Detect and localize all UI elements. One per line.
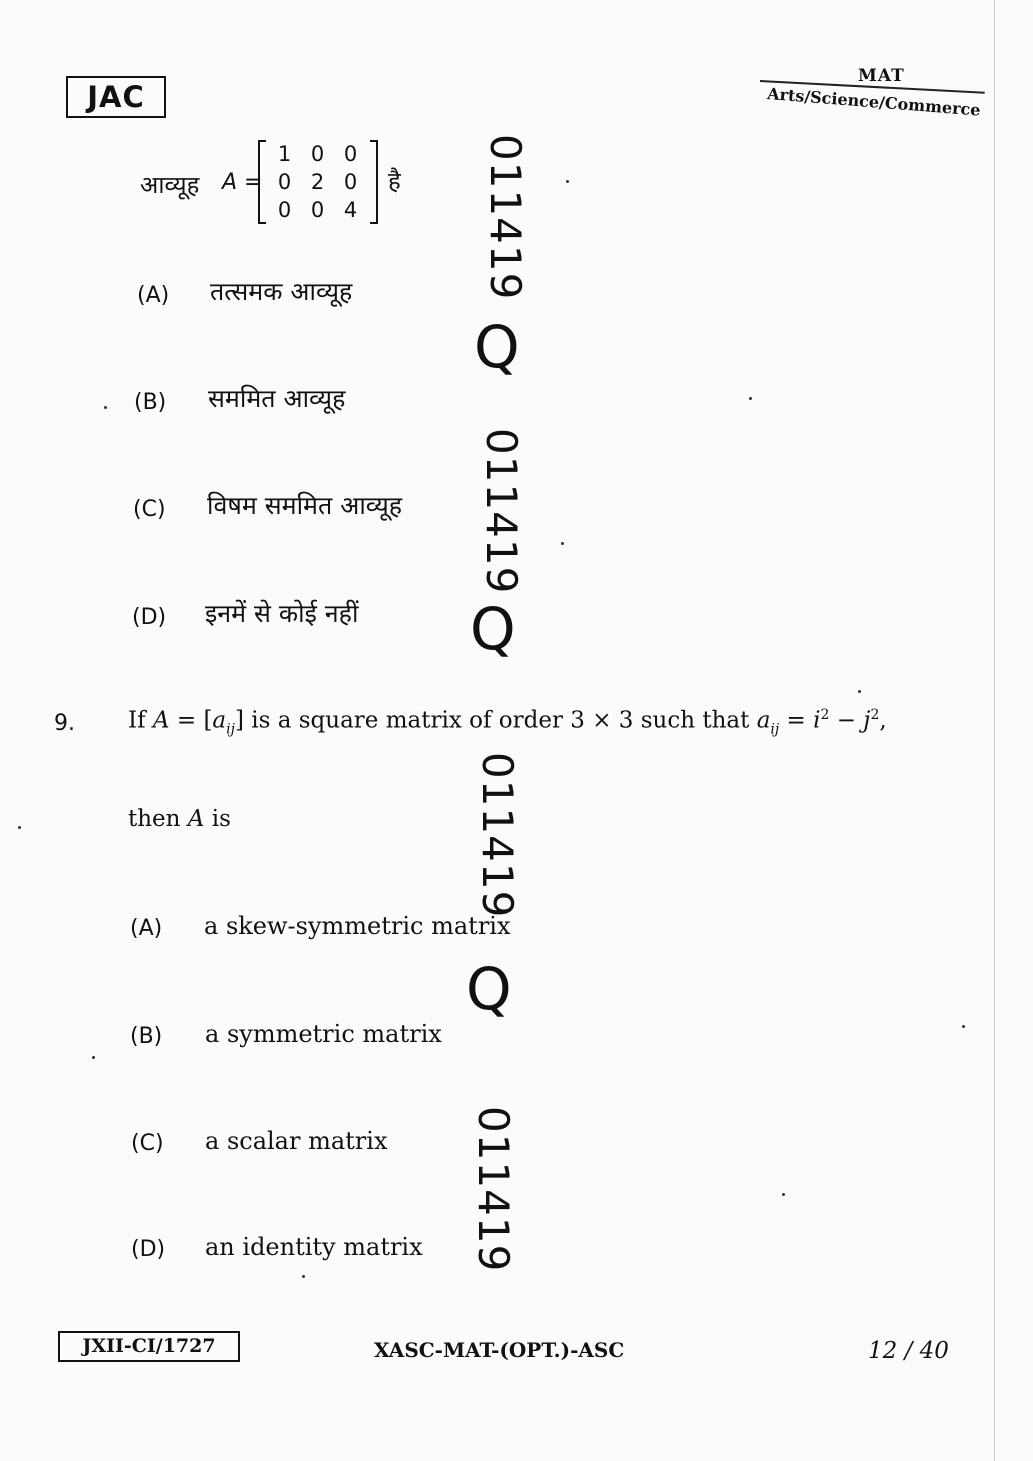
q9-text: , <box>879 707 887 734</box>
matrix-cell: 2 <box>310 170 325 194</box>
scan-speck <box>858 690 861 693</box>
scan-speck <box>18 826 21 829</box>
q9-subscript: ij <box>226 721 235 738</box>
q9-option-a-letter: (A) <box>130 916 163 941</box>
scan-speck <box>92 1056 95 1059</box>
page-number: 12 / 40 <box>868 1338 949 1364</box>
matrix-cell: 0 <box>310 198 325 222</box>
q9-text: If <box>128 707 153 734</box>
q9-var: A <box>152 707 170 734</box>
q9-subscript: ij <box>770 721 780 738</box>
q8-option-c-text: विषम सममित आव्यूह <box>207 491 403 520</box>
matrix-cell: 0 <box>343 142 358 166</box>
scan-speck <box>962 1025 965 1028</box>
watermark-q: Q <box>474 313 520 381</box>
q9-option-a-text: a skew-symmetric matrix <box>204 912 511 940</box>
scan-speck <box>561 542 564 545</box>
matrix-cell: 0 <box>277 170 292 194</box>
scan-speck <box>302 1275 305 1278</box>
q8-option-d-text: इनमें से कोई नहीं <box>205 599 359 628</box>
q9-option-b-letter: (B) <box>130 1024 163 1049</box>
streams-label: Arts/Science/Commerce <box>766 84 982 120</box>
q9-option-d-text: an identity matrix <box>205 1233 423 1261</box>
q8-option-b-text: सममित आव्यूह <box>208 384 346 413</box>
q9-text: then <box>128 806 188 832</box>
q9-stem-line2 <box>128 806 231 832</box>
q8-option-d-letter: (D) <box>132 605 167 630</box>
q9-text: − j <box>829 707 871 734</box>
subject-header <box>760 66 995 146</box>
q8-stem-suffix: है <box>388 167 401 195</box>
q8-option-c-letter: (C) <box>133 497 166 522</box>
watermark-code: 011419 <box>473 752 522 919</box>
series-code: XASC-MAT-(OPT.)-ASC <box>374 1338 625 1362</box>
q9-option-d-letter: (D) <box>131 1237 166 1262</box>
page-edge <box>994 0 995 1461</box>
q9-text: = [ <box>169 707 213 734</box>
matrix-right-bracket <box>370 140 378 224</box>
q8-matrix <box>258 140 378 226</box>
scan-speck <box>104 406 107 409</box>
scan-speck <box>749 397 752 400</box>
watermark-code: 011419 <box>481 134 530 301</box>
q9-var: a <box>756 707 771 734</box>
q9-var: a <box>212 707 227 734</box>
q9-superscript: 2 <box>870 707 880 723</box>
q9-text: is <box>204 806 231 832</box>
subject-label: MAT <box>858 66 905 86</box>
matrix-cell: 1 <box>277 142 292 166</box>
q9-number: 9. <box>54 711 75 736</box>
paper-code: JXII-CI/1727 <box>58 1331 240 1362</box>
q9-option-c-text: a scalar matrix <box>205 1127 388 1155</box>
q9-option-c-letter: (C) <box>131 1131 164 1156</box>
q8-stem-prefix: आव्यूह <box>140 171 200 199</box>
q9-text: = i <box>779 707 821 734</box>
q9-superscript: 2 <box>820 707 830 723</box>
scan-speck <box>782 1193 785 1196</box>
q9-text: ] is a square matrix of order 3 × 3 such that <box>234 707 757 734</box>
scan-speck <box>566 180 569 183</box>
watermark-code: 011419 <box>477 428 526 595</box>
matrix-cell: 0 <box>277 198 292 222</box>
q9-var: A <box>187 806 205 832</box>
watermark-q: Q <box>470 595 516 663</box>
q8-option-a-text: तत्समक आव्यूह <box>210 277 353 306</box>
board-label: JAC <box>66 76 166 118</box>
q9-stem <box>128 707 887 737</box>
matrix-left-bracket <box>258 140 266 224</box>
watermark-code: 011419 <box>469 1106 518 1273</box>
matrix-cell: 0 <box>310 142 325 166</box>
q8-option-a-letter: (A) <box>137 283 170 308</box>
matrix-cell: 4 <box>343 198 358 222</box>
q9-option-b-text: a symmetric matrix <box>205 1020 442 1048</box>
watermark-q: Q <box>466 955 512 1023</box>
matrix-cell: 0 <box>343 170 358 194</box>
q8-option-b-letter: (B) <box>134 390 167 415</box>
q8-matrix-variable: A = <box>222 170 263 195</box>
